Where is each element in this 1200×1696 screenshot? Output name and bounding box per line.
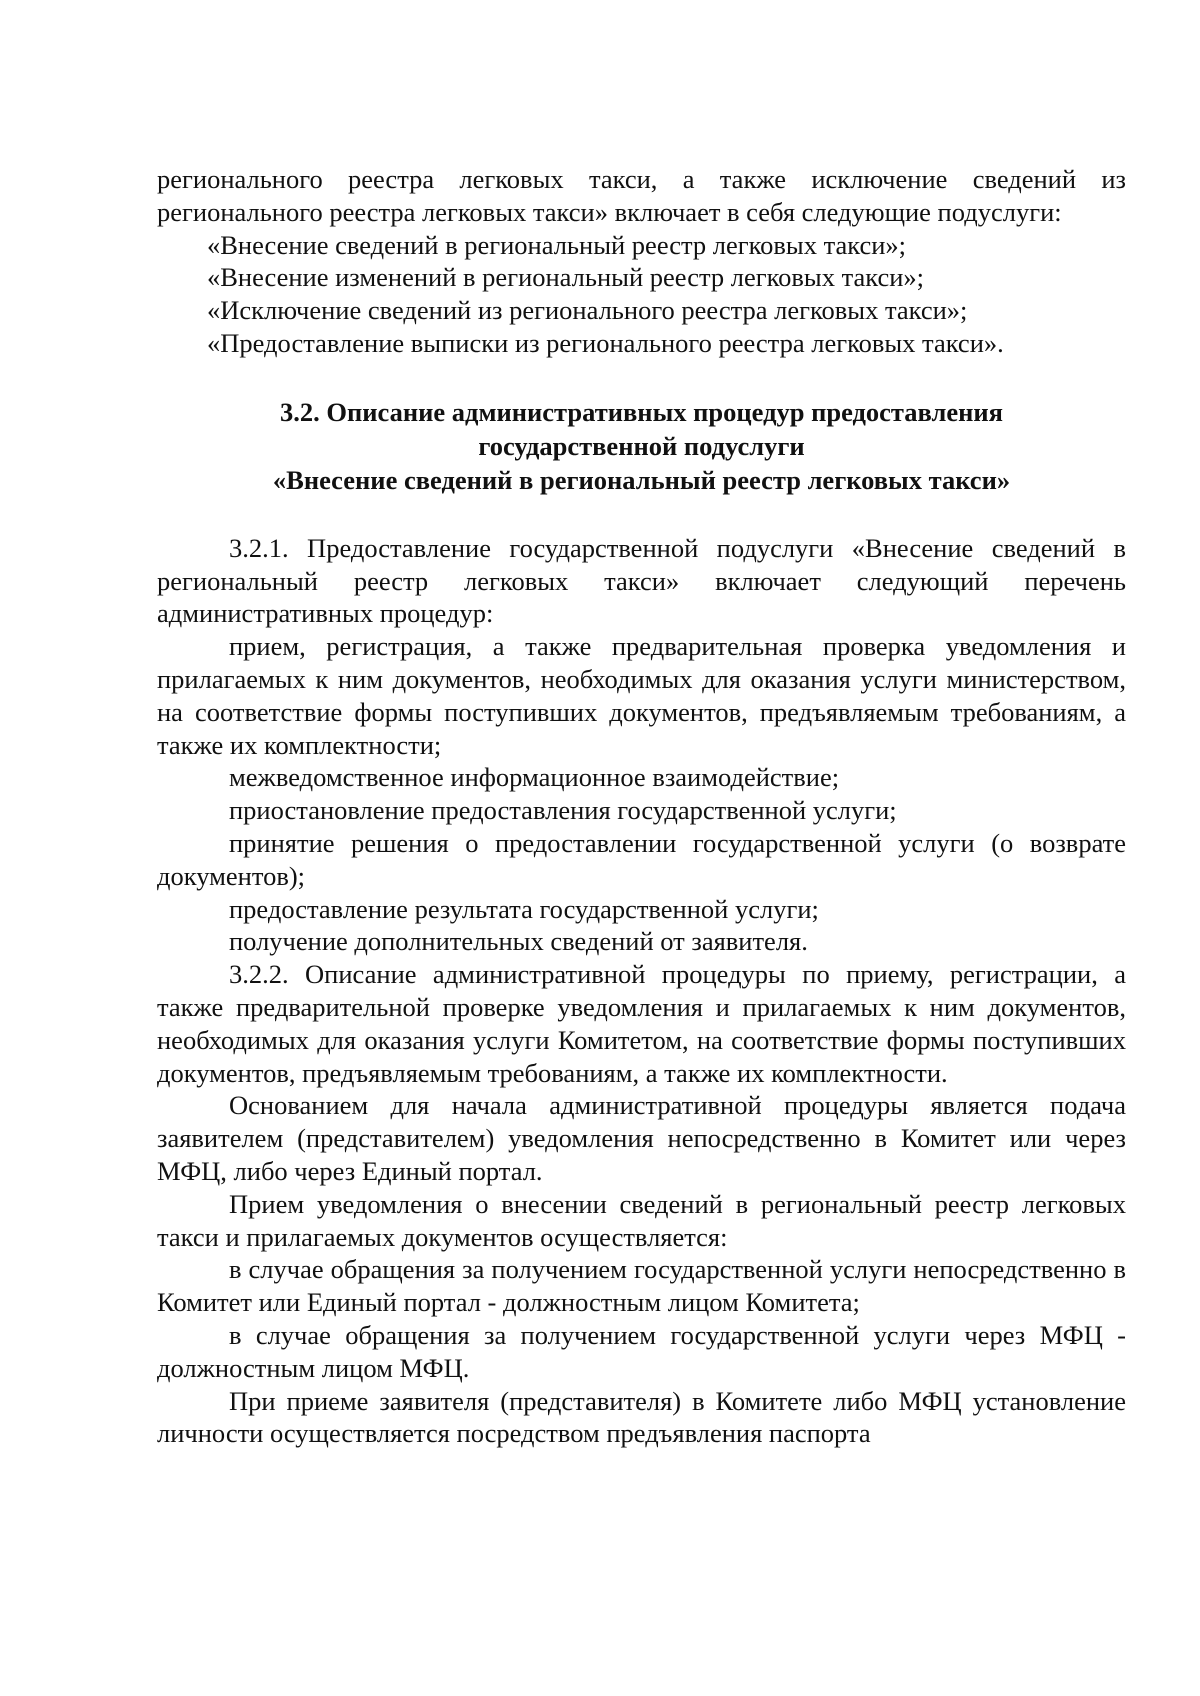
paragraph-basis: Основанием для начала административной процедуры является подача заявителем (представителем) уведомления непосредственно в Комитет или через МФЦ, либо через Единый портал. [157, 1090, 1126, 1186]
procedure-item-interagency: межведомственное информационное взаимодействие; [229, 762, 840, 793]
subservice-item-3: «Исключение сведений из регионального реестра легковых такси»; [207, 295, 968, 326]
subservice-item-2: «Внесение изменений в региональный реестр легковых такси»; [207, 262, 925, 293]
section-heading-line-1: 3.2. Описание административных процедур предоставления [280, 396, 1003, 427]
paragraph-identity: При приеме заявителя (представителя) в Комитете либо МФЦ установление личности осуществляется посредством предъявления паспорта [157, 1385, 1126, 1449]
procedure-item-reception: прием, регистрация, а также предварительная проверка уведомления и прилагаемых к ним документов, необходимых для оказания услуги министерством, на соответствие формы поступивших документов, предъявляемым требованиям, а также их комплектности; [157, 631, 1126, 760]
procedure-item-result: предоставление результата государственной услуги; [229, 893, 819, 924]
intro-paragraph: регионального реестра легковых такси, а также исключение сведений из регионального реестра легковых такси» включает в себя следующие подуслуги: [157, 164, 1126, 227]
paragraph-case-mfc: в случае обращения за получением государственной услуги через МФЦ - должностным лицом МФЦ. [157, 1319, 1126, 1383]
paragraph-reception: Прием уведомления о внесении сведений в региональный реестр легковых такси и прилагаемых документов осуществляется: [157, 1188, 1126, 1252]
paragraph-case-committee: в случае обращения за получением государственной услуги непосредственно в Комитет или Единый портал - должностным лицом Комитета; [157, 1254, 1126, 1318]
procedure-item-suspension: приостановление предоставления государственной услуги; [229, 795, 897, 826]
paragraph-3-2-1: 3.2.1. Предоставление государственной подуслуги «Внесение сведений в региональный реестр легковых такси» включает следующий перечень административных процедур: [157, 532, 1126, 629]
subservice-item-4: «Предоставление выписки из регионального реестра легковых такси». [207, 327, 1004, 358]
document-page [157, 163, 1126, 1450]
section-heading [157, 395, 1126, 497]
procedure-item-decision: принятие решения о предоставлении государственной услуги (о возврате документов); [157, 827, 1126, 891]
subservice-item-1: «Внесение сведений в региональный реестр легковых такси»; [207, 229, 907, 260]
section-heading-line-2: государственной подуслуги [478, 430, 805, 461]
procedure-item-additional-info: получение дополнительных сведений от заявителя. [229, 926, 808, 957]
section-heading-line-3: «Внесение сведений в региональный реестр легковых такси» [272, 464, 1011, 495]
paragraph-3-2-2: 3.2.2. Описание административной процедуры по приему, регистрации, а также предварительной проверке уведомления и прилагаемых к ним документов, необходимых для оказания услуги Комитетом, на соответствие формы поступивших документов, предъявляемым требованиям, а также их комплектности. [157, 959, 1126, 1088]
